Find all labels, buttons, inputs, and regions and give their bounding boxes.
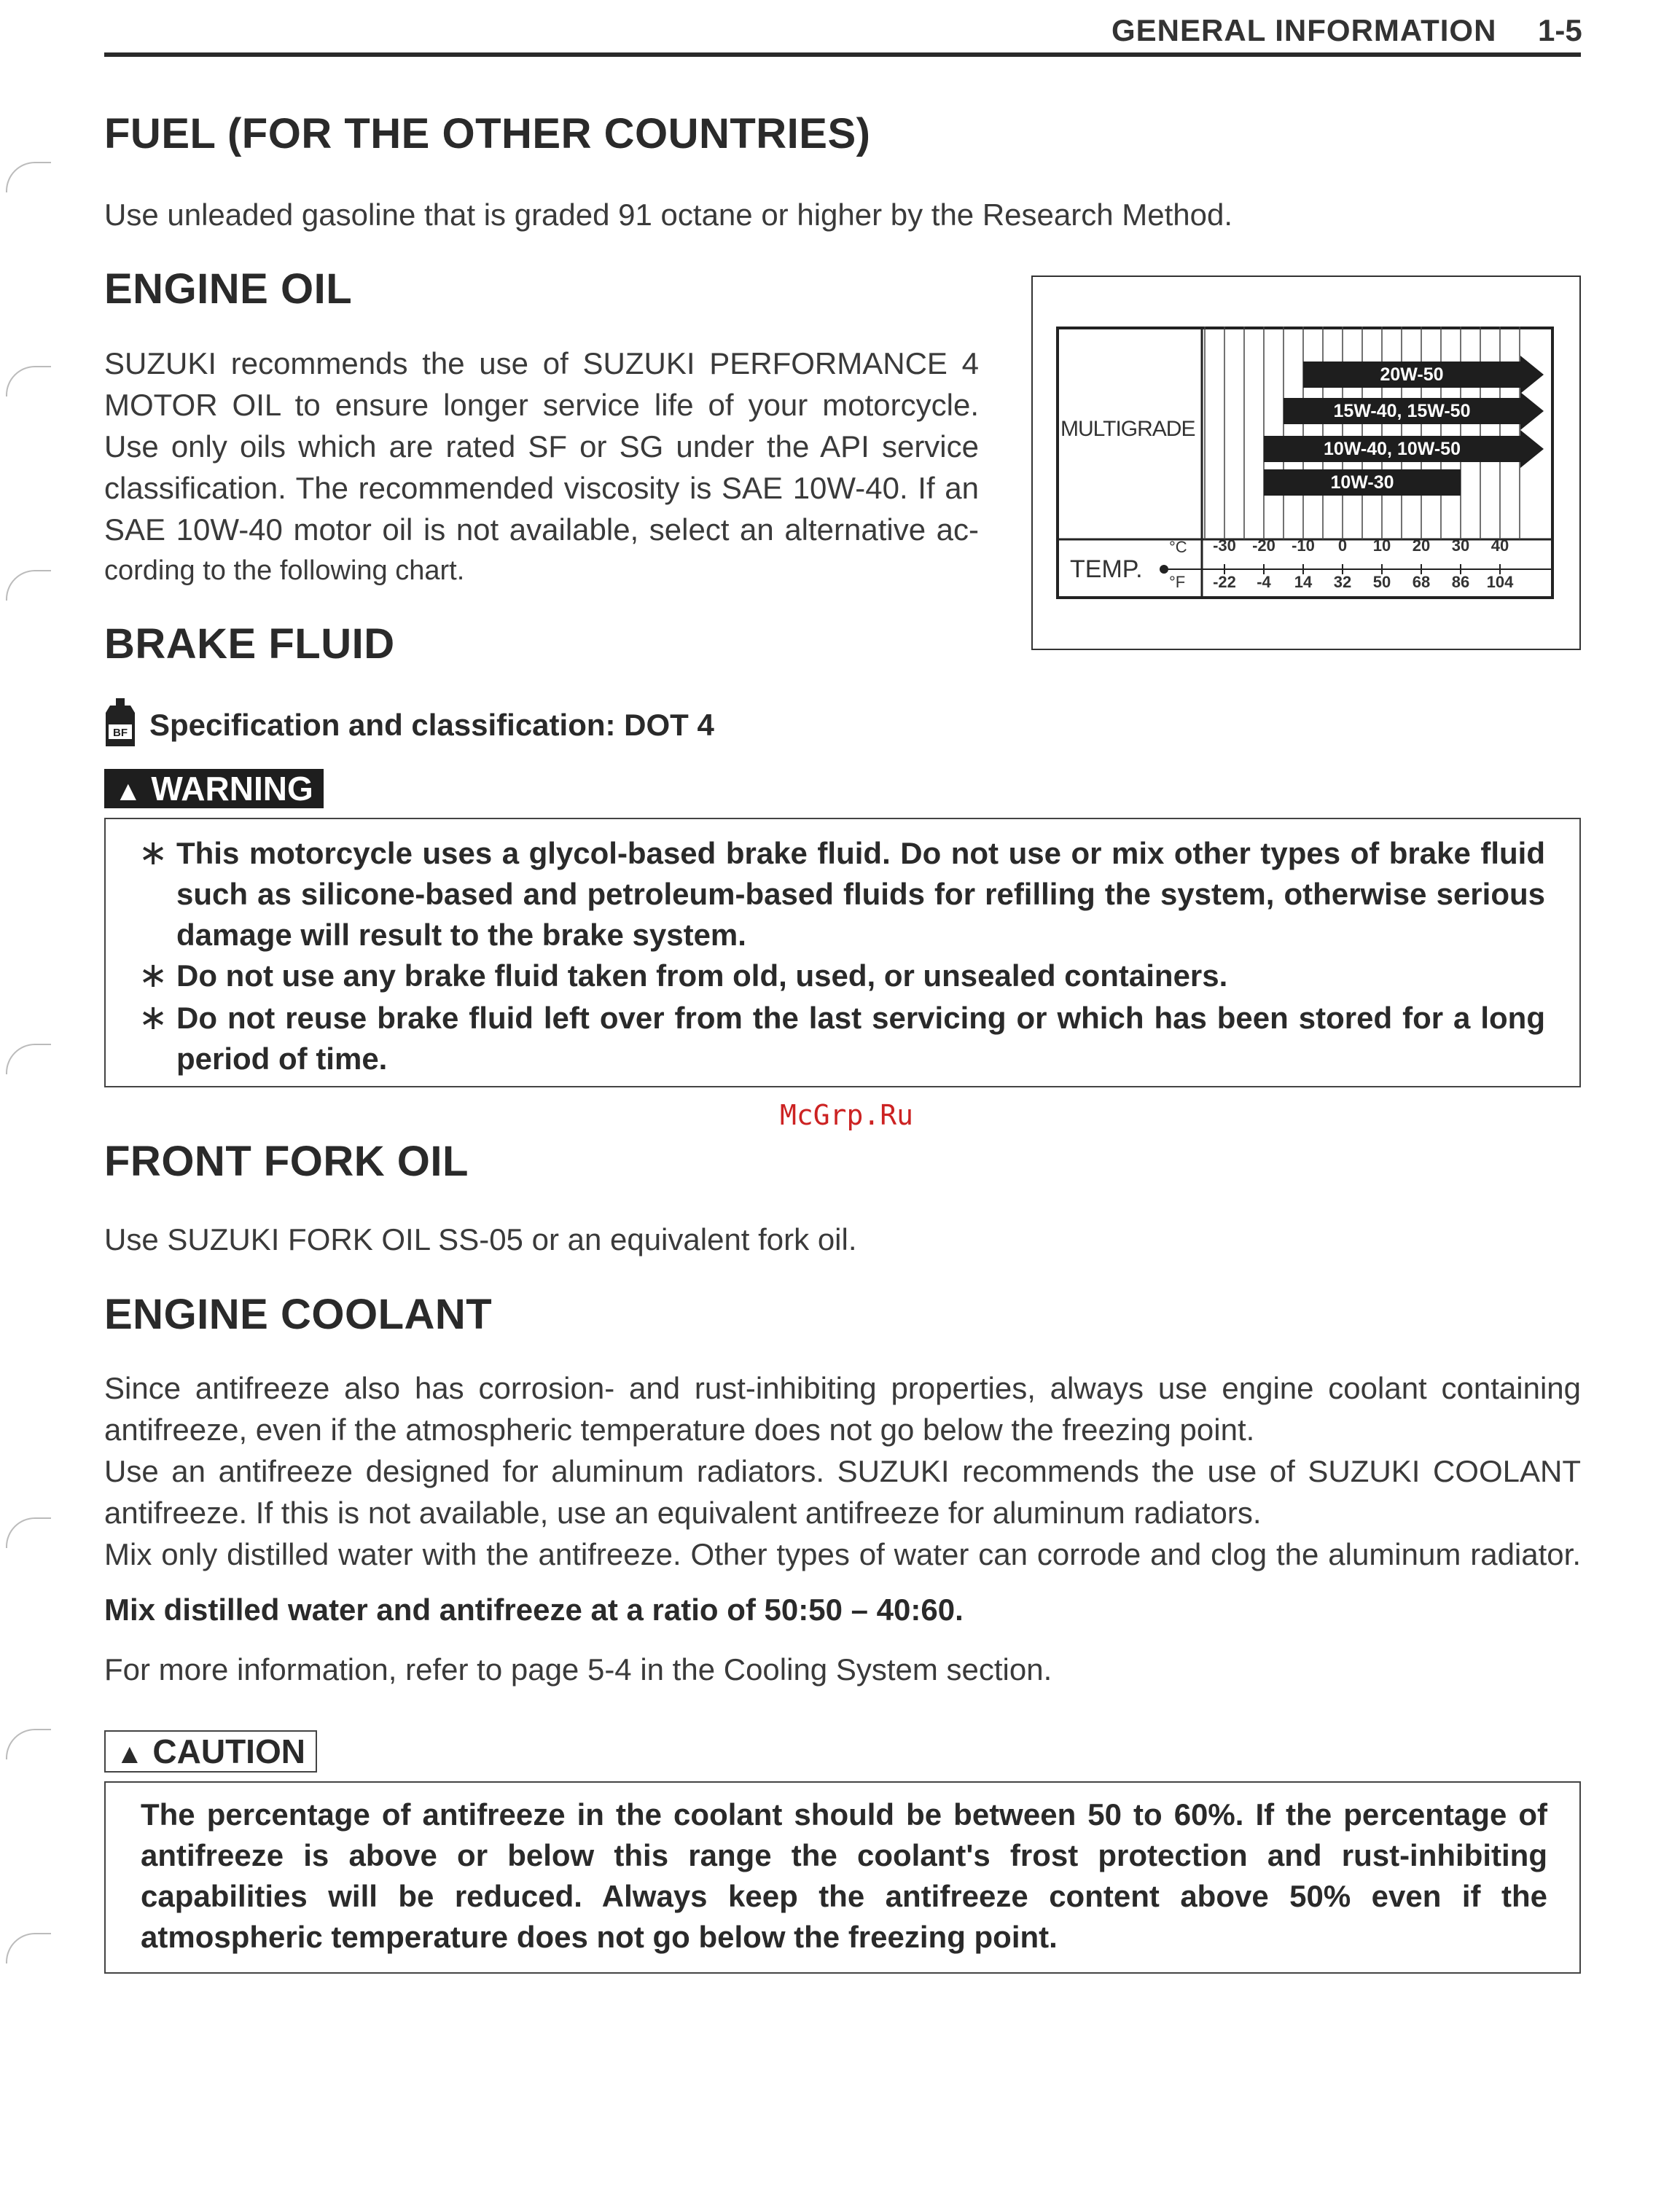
engine-coolant-heading: ENGINE COOLANT <box>104 1291 493 1338</box>
fuel-text: Use unleaded gasoline that is graded 91 octane or higher by the Research Method. <box>104 198 1233 232</box>
coolant-line: Since antifreeze also has corrosion- and rust-inhibiting properties, always use engine coolant containing <box>104 1371 1581 1405</box>
fahrenheit-tick-label: 14 <box>1294 573 1313 591</box>
engine-oil-line: cording to the following chart. <box>104 555 465 586</box>
warning-triangle-icon: ▲ <box>114 776 142 807</box>
caution-text: The percentage of antifreeze in the coolant should be between 50 to 60%. If the percentage of antifreeze is above or below this range the coolant's frost protection and rust-inhibiting capabilities will be reduced. Always keep the antifreeze content above 50% even if the atmospheric temperature does not go below the freezing point. <box>141 1797 1547 1954</box>
warning-label: WARNING <box>151 770 313 808</box>
watermark-link[interactable]: McGrp.Ru <box>780 1099 914 1131</box>
coolant-ratio: Mix distilled water and antifreeze at a ratio of 50:50 – 40:60. <box>104 1593 964 1627</box>
coolant-line: antifreeze. If this is not available, use an equivalent antifreeze for aluminum radiators. <box>104 1496 1262 1530</box>
warning-item-text: Do not use any brake fluid taken from old, used, or unsealed containers. <box>176 958 1228 993</box>
margin-mark <box>6 1729 51 1759</box>
header-divider <box>104 52 1581 57</box>
engine-oil-line: SAE 10W-40 motor oil is not available, select an alternative ac- <box>104 512 979 547</box>
asterisk-icon: ∗ <box>138 999 168 1037</box>
margin-mark <box>6 1044 51 1074</box>
page-number: 1-5 <box>1538 13 1582 47</box>
asterisk-icon: ∗ <box>138 834 168 872</box>
fahrenheit-tick-label: 68 <box>1412 573 1431 591</box>
brake-fluid-bottle-icon <box>104 698 136 746</box>
celsius-unit: °C <box>1169 538 1187 556</box>
margin-mark <box>6 570 51 601</box>
caution-triangle-icon: ▲ <box>116 1739 144 1770</box>
viscosity-band <box>1264 469 1461 496</box>
temp-label: TEMP. <box>1070 555 1143 583</box>
viscosity-band-label: 20W-50 <box>1380 364 1444 385</box>
warning-item <box>138 956 1545 996</box>
engine-oil-line: MOTOR OIL to ensure longer service life of your motorcycle. <box>104 388 979 422</box>
fahrenheit-tick-label: 86 <box>1451 573 1470 591</box>
coolant-line: Use an antifreeze designed for aluminum radiators. SUZUKI recommends the use of SUZUKI COOLANT <box>104 1454 1581 1488</box>
viscosity-band-label: 15W-40, 15W-50 <box>1333 401 1471 421</box>
warning-item-text: This motorcycle uses a glycol-based brake fluid. Do not use or mix other types of brake fluid such as silicone-based and petroleum-based fluids for refilling the system, otherwise serious damage will result to the brake system. <box>176 836 1545 952</box>
warning-item-text: Do not reuse brake fluid left over from the last servicing or which has been stored for a long period of time. <box>176 1001 1545 1076</box>
multigrade-label: MULTIGRADE <box>1060 417 1195 441</box>
celsius-tick-label: 30 <box>1451 536 1470 555</box>
engine-oil-line: Use only oils which are rated SF or SG under the API service <box>104 429 979 464</box>
viscosity-band <box>1264 436 1520 462</box>
engine-oil-line: SUZUKI recommends the use of SUZUKI PERFORMANCE 4 <box>104 346 979 380</box>
coolant-reference: For more information, refer to page 5-4 in the Cooling System section. <box>104 1652 1052 1687</box>
engine-oil-line: classification. The recommended viscosity is SAE 10W-40. If an <box>104 471 979 505</box>
viscosity-band-label: 10W-30 <box>1330 472 1394 493</box>
fahrenheit-unit: °F <box>1169 573 1186 591</box>
margin-mark <box>6 1933 51 1963</box>
celsius-tick-label: 10 <box>1372 536 1391 555</box>
band-arrow-icon <box>1520 430 1544 468</box>
celsius-tick-label: 0 <box>1337 536 1348 555</box>
fahrenheit-tick-label: -4 <box>1257 573 1271 591</box>
caution-badge <box>104 1730 317 1773</box>
front-fork-oil-text: Use SUZUKI FORK OIL SS-05 or an equivalent fork oil. <box>104 1222 857 1257</box>
engine-oil-heading: ENGINE OIL <box>104 265 353 313</box>
section-title: GENERAL INFORMATION <box>1111 13 1497 47</box>
brake-fluid-heading: BRAKE FLUID <box>104 620 395 668</box>
warning-item <box>138 833 1545 956</box>
band-arrow-icon <box>1520 356 1544 394</box>
celsius-tick-label: 40 <box>1490 536 1509 555</box>
coolant-line: Mix only distilled water with the antifreeze. Other types of water can corrode and clog the aluminum radiator. <box>104 1537 1581 1571</box>
caution-label: CAUTION <box>152 1732 305 1770</box>
fahrenheit-tick-label: 104 <box>1486 573 1514 591</box>
front-fork-oil-heading: FRONT FORK OIL <box>104 1138 469 1185</box>
asterisk-icon: ∗ <box>138 956 168 995</box>
celsius-tick-label: -10 <box>1292 536 1315 555</box>
celsius-tick-label: 20 <box>1412 536 1431 555</box>
coolant-line: antifreeze, even if the atmospheric temperature does not go below the freezing point. <box>104 1412 1255 1447</box>
brake-fluid-spec: Specification and classification: DOT 4 <box>149 708 714 742</box>
fahrenheit-tick-label: 32 <box>1333 573 1352 591</box>
viscosity-band <box>1284 398 1520 424</box>
fahrenheit-tick-label: 50 <box>1372 573 1391 591</box>
fuel-heading: FUEL (FOR THE OTHER COUNTRIES) <box>104 110 871 157</box>
warning-item <box>138 998 1545 1079</box>
bf-icon-label: BF <box>113 727 128 739</box>
band-arrow-icon <box>1520 392 1544 430</box>
fahrenheit-tick-label: -22 <box>1213 573 1236 591</box>
margin-mark <box>6 366 51 396</box>
viscosity-band <box>1303 362 1520 388</box>
margin-mark <box>6 1517 51 1548</box>
margin-mark <box>6 162 51 192</box>
celsius-tick-label: -20 <box>1252 536 1275 555</box>
celsius-tick-label: -30 <box>1213 536 1236 555</box>
warning-badge <box>104 769 324 808</box>
viscosity-band-label: 10W-40, 10W-50 <box>1324 439 1461 459</box>
